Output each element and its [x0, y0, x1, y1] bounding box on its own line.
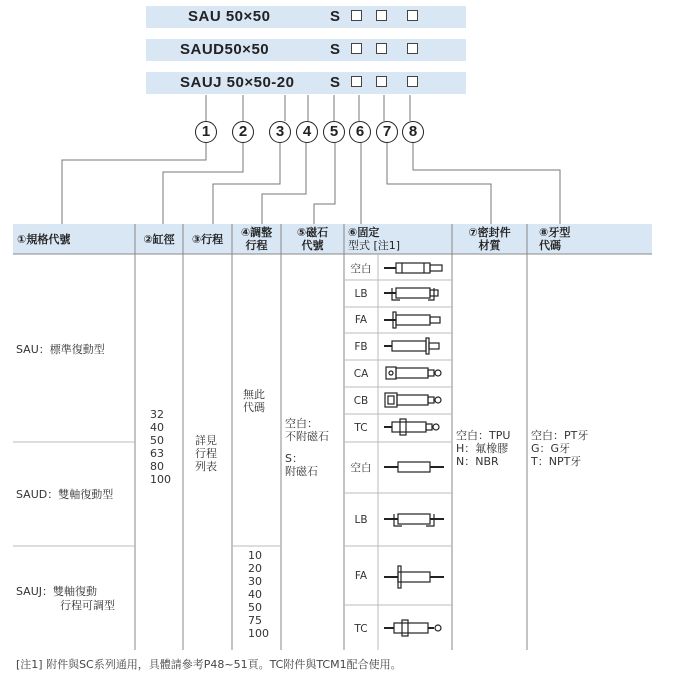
seal-options: 空白：TPU H：氟橡膠 N：NBR: [456, 429, 511, 468]
magnet-code: S: [330, 41, 341, 58]
adjust-value: 30: [248, 575, 262, 588]
cylinder-foot-double-icon: [382, 510, 448, 530]
bore-value: 80: [150, 460, 164, 473]
cylinder-basic-icon: [382, 259, 448, 277]
bore-list: [150, 408, 171, 486]
header-adjust-stroke: ④調整 行程: [240, 226, 273, 252]
header-mounting: ⑥固定 型式 [注1]: [348, 226, 401, 252]
magnet-options: 空白： 不附磁石 S： 附磁石: [285, 417, 329, 478]
mount-label: FA: [354, 314, 368, 326]
header-thread: ⑧牙型 代碼: [539, 226, 571, 252]
model-code: SAUD50×50: [180, 41, 270, 58]
cylinder-trunnion-double-icon: [382, 619, 448, 639]
mount-label: 空白: [350, 461, 372, 474]
adjust-value: 50: [248, 601, 262, 614]
step-number-8: 8: [402, 121, 424, 143]
header-bore: ②缸徑: [143, 232, 175, 246]
adjust-value: 20: [248, 562, 262, 575]
mount-label: TC: [354, 623, 368, 635]
bore-value: 63: [150, 447, 164, 460]
magnet-code: S: [330, 74, 341, 91]
spec-saud: SAUD：雙軸復動型: [16, 488, 114, 501]
cylinder-front-flange-icon: [382, 311, 448, 331]
step-number-7: 7: [376, 121, 398, 143]
header-stroke: ③行程: [191, 232, 224, 246]
mount-label: FB: [354, 341, 368, 353]
cylinder-flange-double-icon: [382, 564, 448, 590]
adjust-value: 100: [248, 627, 269, 640]
cylinder-basic-double-icon: [382, 458, 448, 476]
adjust-value: 75: [248, 614, 262, 627]
adjust-none: 無此 代碼: [243, 388, 265, 414]
spec-sau: SAU：標準復動型: [16, 343, 105, 356]
cylinder-clevis-double-icon: [382, 391, 448, 411]
mount-label: LB: [354, 288, 368, 300]
model-code: SAUJ 50×50-20: [180, 74, 295, 91]
header-seal: ⑦密封件 材質: [468, 226, 511, 252]
thread-options: 空白：PT牙 G：G牙 T：NPT牙: [531, 429, 589, 468]
step-number-1: 1: [195, 121, 217, 143]
bore-value: 100: [150, 473, 171, 486]
footnote: [注1] 附件與SC系列通用，具體請參考P48~51頁。TC附件與TCM1配合使用。: [16, 658, 402, 671]
adjust-values: [248, 549, 269, 640]
cylinder-clevis-single-icon: [382, 364, 448, 384]
mount-label: 空白: [350, 262, 372, 275]
step-number-5: 5: [323, 121, 345, 143]
cylinder-rear-flange-icon: [382, 337, 448, 357]
mount-label: CB: [353, 395, 369, 407]
header-spec-code: ①規格代號: [17, 232, 71, 246]
mount-label: CA: [353, 368, 369, 380]
adjust-value: 40: [248, 588, 262, 601]
adjust-value: 10: [248, 549, 262, 562]
mount-label: TC: [354, 422, 368, 434]
cylinder-trunnion-icon: [382, 418, 448, 438]
bore-value: 50: [150, 434, 164, 447]
spec-sauj-line2: 行程可調型: [60, 599, 115, 612]
mount-label: LB: [354, 514, 368, 526]
header-magnet: ⑤磁石 代號: [296, 226, 329, 252]
model-code: SAU 50×50: [188, 8, 271, 25]
stroke-note: 詳見 行程 列表: [195, 434, 217, 473]
bore-value: 32: [150, 408, 164, 421]
step-number-3: 3: [269, 121, 291, 143]
step-number-4: 4: [296, 121, 318, 143]
mount-label: FA: [354, 570, 368, 582]
cylinder-foot-icon: [382, 284, 448, 304]
bore-value: 40: [150, 421, 164, 434]
spec-sauj-line1: SAUJ：雙軸復動: [16, 585, 98, 598]
magnet-code: S: [330, 8, 341, 25]
step-number-2: 2: [232, 121, 254, 143]
step-number-6: 6: [349, 121, 371, 143]
